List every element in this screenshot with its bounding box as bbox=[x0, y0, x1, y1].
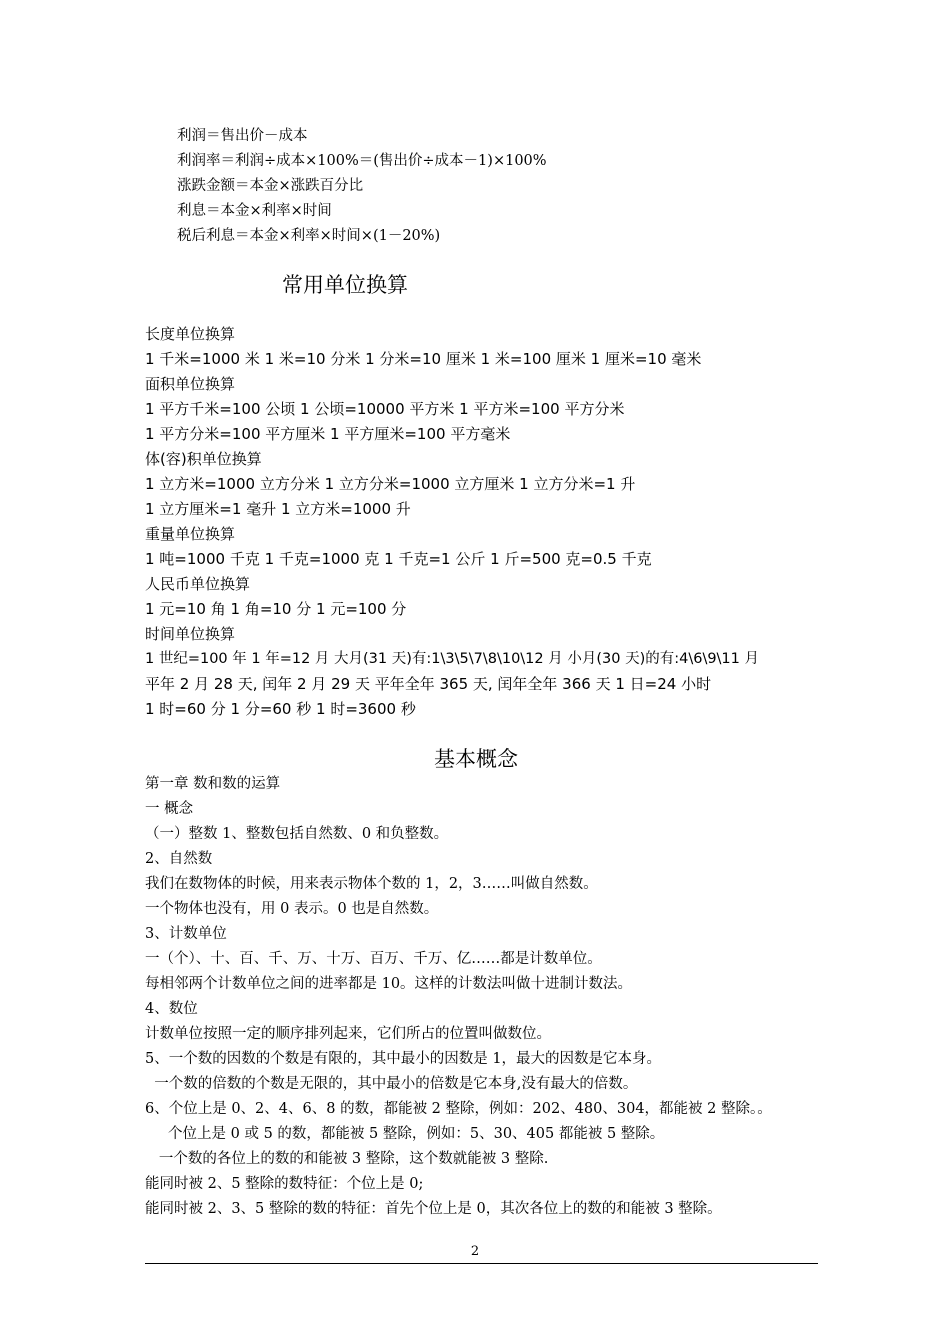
time-units-line-1: 1 世纪=100 年 1 年=12 月 大月(31 天)有:1\3\5\7\8\10\12 月 小月(30 天)的有:4\6\9\11 月 bbox=[145, 651, 759, 667]
factor-definition: 5、一个数的因数的个数是有限的，其中最小的因数是 1，最大的因数是它本身。 bbox=[145, 1051, 662, 1067]
concepts-section-title: 基本概念 bbox=[434, 747, 518, 771]
divisible-by-5-rule: 个位上是 0 或 5 的数，都能被 5 整除，例如：5、30、405 都能被 5 整除。 bbox=[145, 1126, 665, 1142]
area-units-line-1: 1 平方千米=100 公顷 1 公顷=10000 平方米 1 平方米=100 平方分米 bbox=[145, 400, 625, 418]
area-units-heading: 面积单位换算 bbox=[145, 375, 236, 393]
volume-units-line-2: 1 立方厘米=1 毫升 1 立方米=1000 升 bbox=[145, 500, 411, 518]
divisible-by-2-rule: 6、个位上是 0、2、4、6、8 的数，都能被 2 整除，例如：202、480、304，都能被 2 整除。。 bbox=[145, 1101, 772, 1117]
digit-place-definition: 计数单位按照一定的顺序排列起来，它们所占的位置叫做数位。 bbox=[145, 1026, 551, 1042]
currency-units-heading: 人民币单位换算 bbox=[145, 575, 251, 593]
divisible-by-2-and-5-rule: 能同时被 2、5 整除的数特征：个位上是 0; bbox=[145, 1176, 424, 1192]
counting-unit-heading: 3、计数单位 bbox=[145, 926, 227, 942]
multiple-definition: 一个数的倍数的个数是无限的，其中最小的倍数是它本身,没有最大的倍数。 bbox=[145, 1076, 638, 1092]
formula-interest: 利息＝本金×利率×时间 bbox=[177, 203, 332, 219]
volume-units-line-1: 1 立方米=1000 立方分米 1 立方分米=1000 立方厘米 1 立方分米=1 升 bbox=[145, 475, 636, 493]
digit-place-heading: 4、数位 bbox=[145, 1001, 198, 1017]
page-number: 2 bbox=[470, 1244, 480, 1259]
time-units-heading: 时间单位换算 bbox=[145, 625, 236, 643]
integer-definition: （一）整数 1、整数包括自然数、0 和负整数。 bbox=[145, 826, 449, 842]
formula-change-amount: 涨跌金额＝本金×涨跌百分比 bbox=[177, 178, 364, 194]
formula-profit-rate: 利润率＝利润÷成本×100%＝(售出价÷成本－1)×100% bbox=[177, 153, 547, 169]
zero-natural-number: 一个物体也没有，用 0 表示。0 也是自然数。 bbox=[145, 901, 439, 917]
volume-units-heading: 体(容)积单位换算 bbox=[145, 450, 262, 468]
natural-number-heading: 2、自然数 bbox=[145, 851, 213, 867]
currency-units-line: 1 元=10 角 1 角=10 分 1 元=100 分 bbox=[145, 600, 407, 618]
length-units-line: 1 千米=1000 米 1 米=10 分米 1 分米=10 厘米 1 米=100 厘米 1 厘米=10 毫米 bbox=[145, 350, 702, 368]
decimal-system-definition: 每相邻两个计数单位之间的进率都是 10。这样的计数法叫做十进制计数法。 bbox=[145, 976, 633, 992]
formula-profit: 利润＝售出价－成本 bbox=[177, 128, 308, 144]
divisible-by-2-3-5-rule: 能同时被 2、3、5 整除的数的特征：首先个位上是 0，其次各位上的数的和能被 3 整除。 bbox=[145, 1201, 722, 1217]
time-units-line-3: 1 时=60 分 1 分=60 秒 1 时=3600 秒 bbox=[145, 700, 416, 718]
natural-number-definition: 我们在数物体的时候，用来表示物体个数的 1，2，3……叫做自然数。 bbox=[145, 876, 598, 892]
divisible-by-3-rule: 一个数的各位上的数的和能被 3 整除，这个数就能被 3 整除. bbox=[145, 1151, 549, 1167]
chapter-title: 第一章 数和数的运算 bbox=[145, 776, 281, 792]
length-units-heading: 长度单位换算 bbox=[145, 325, 236, 343]
footer-rule bbox=[145, 1263, 818, 1264]
counting-unit-list: 一（个）、十、百、千、万、十万、百万、千万、亿……都是计数单位。 bbox=[145, 951, 602, 967]
area-units-line-2: 1 平方分米=100 平方厘米 1 平方厘米=100 平方毫米 bbox=[145, 425, 511, 443]
formula-after-tax-interest: 税后利息＝本金×利率×时间×(1－20%) bbox=[177, 228, 441, 244]
time-units-line-2: 平年 2 月 28 天, 闰年 2 月 29 天 平年全年 365 天, 闰年全年 366 天 1 日=24 小时 bbox=[145, 675, 712, 693]
weight-units-line: 1 吨=1000 千克 1 千克=1000 克 1 千克=1 公斤 1 斤=500 克=0.5 千克 bbox=[145, 550, 652, 568]
units-section-title: 常用单位换算 bbox=[282, 273, 408, 297]
concept-heading: 一 概念 bbox=[145, 801, 194, 817]
weight-units-heading: 重量单位换算 bbox=[145, 525, 236, 543]
